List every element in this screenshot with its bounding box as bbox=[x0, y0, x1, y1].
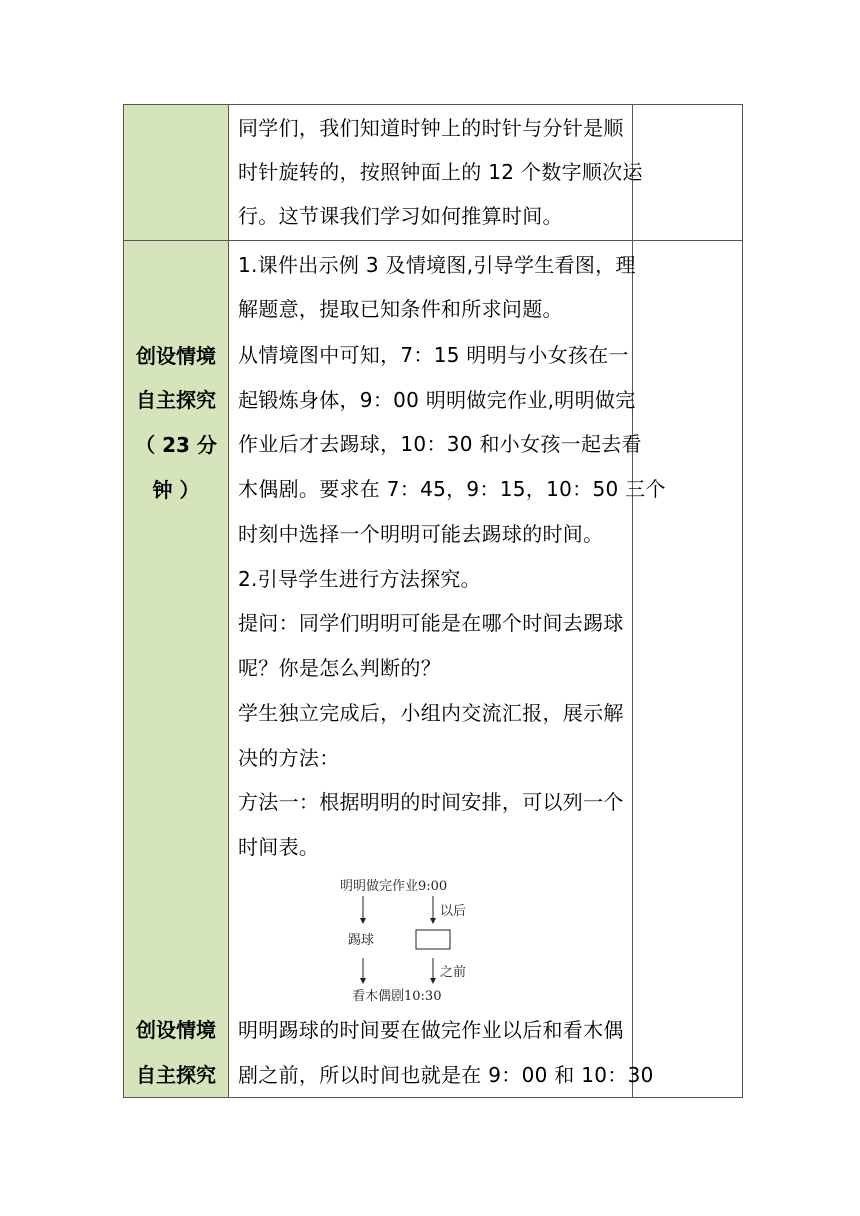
diagram-before-label: 之前 bbox=[440, 965, 467, 980]
col-border-2 bbox=[228, 104, 229, 1098]
section-label-3: （ 23 分 bbox=[135, 433, 217, 457]
section-label-2: 自主探究 bbox=[136, 388, 216, 412]
row2-line-3: 从情境图中可知，7：15 明明与小女孩在一 bbox=[238, 343, 629, 367]
diagram-after-label: 以后 bbox=[440, 904, 467, 919]
row1-line-2: 时针旋转的，按照钟面上的 12 个数字顺次运 bbox=[238, 160, 643, 184]
arrowhead-right-lower bbox=[430, 978, 436, 984]
row2-line-5: 作业后才去踢球，10：30 和小女孩一起去看 bbox=[238, 432, 642, 456]
row2-line-4: 起锻炼身体，9：00 明明做完作业,明明做完 bbox=[238, 388, 636, 412]
col-border-left bbox=[123, 104, 124, 1098]
row2-line-14: 时间表。 bbox=[238, 835, 320, 859]
row2-line-16: 剧之前，所以时间也就是在 9：00 和 10：30 bbox=[238, 1063, 654, 1087]
row2-line-13: 方法一：根据明明的时间安排，可以列一个 bbox=[238, 790, 624, 814]
row-divider bbox=[123, 240, 743, 241]
diagram-middle-label: 踢球 bbox=[348, 933, 375, 948]
arrowhead-left-upper bbox=[360, 918, 366, 924]
row2-line-8: 2.引导学生进行方法探究。 bbox=[238, 567, 481, 591]
blank-time-box bbox=[416, 930, 450, 949]
left-column-row1 bbox=[124, 105, 228, 240]
arrowhead-left-lower bbox=[360, 978, 366, 984]
table-bottom-border bbox=[123, 1097, 743, 1098]
row2-line-7: 时刻中选择一个明明可能去踢球的时间。 bbox=[238, 522, 604, 546]
row2-line-9: 提问：同学们明明可能是在哪个时间去踢球 bbox=[238, 611, 624, 635]
section-label-4: 钟 ） bbox=[152, 478, 200, 502]
row1-line-1: 同学们，我们知道时钟上的时针与分针是顺 bbox=[238, 116, 624, 140]
row2-line-15: 明明踢球的时间要在做完作业以后和看木偶 bbox=[238, 1018, 624, 1042]
diagram-bottom-label: 看木偶剧10:30 bbox=[352, 989, 442, 1002]
timeline-diagram bbox=[330, 876, 480, 1002]
section-label-5: 创设情境 bbox=[136, 1018, 216, 1042]
row2-line-10: 呢？你是怎么判断的？ bbox=[238, 656, 441, 680]
section-label-1: 创设情境 bbox=[136, 344, 216, 368]
col-border-right bbox=[742, 104, 743, 1098]
row2-line-1: 1.课件出示例 3 及情境图,引导学生看图，理 bbox=[238, 253, 636, 277]
section-label-6: 自主探究 bbox=[136, 1063, 216, 1087]
row1-line-3: 行。这节课我们学习如何推算时间。 bbox=[238, 204, 563, 228]
table-top-border bbox=[123, 104, 743, 105]
row2-line-11: 学生独立完成后，小组内交流汇报，展示解 bbox=[238, 701, 624, 725]
row2-line-6: 木偶剧。要求在 7：45，9：15，10：50 三个 bbox=[238, 477, 666, 501]
diagram-top-label: 明明做完作业9:00 bbox=[340, 879, 448, 894]
row2-line-2: 解题意，提取已知条件和所求问题。 bbox=[238, 297, 563, 321]
row2-line-12: 决的方法： bbox=[238, 746, 340, 770]
arrowhead-right-upper bbox=[430, 918, 436, 924]
